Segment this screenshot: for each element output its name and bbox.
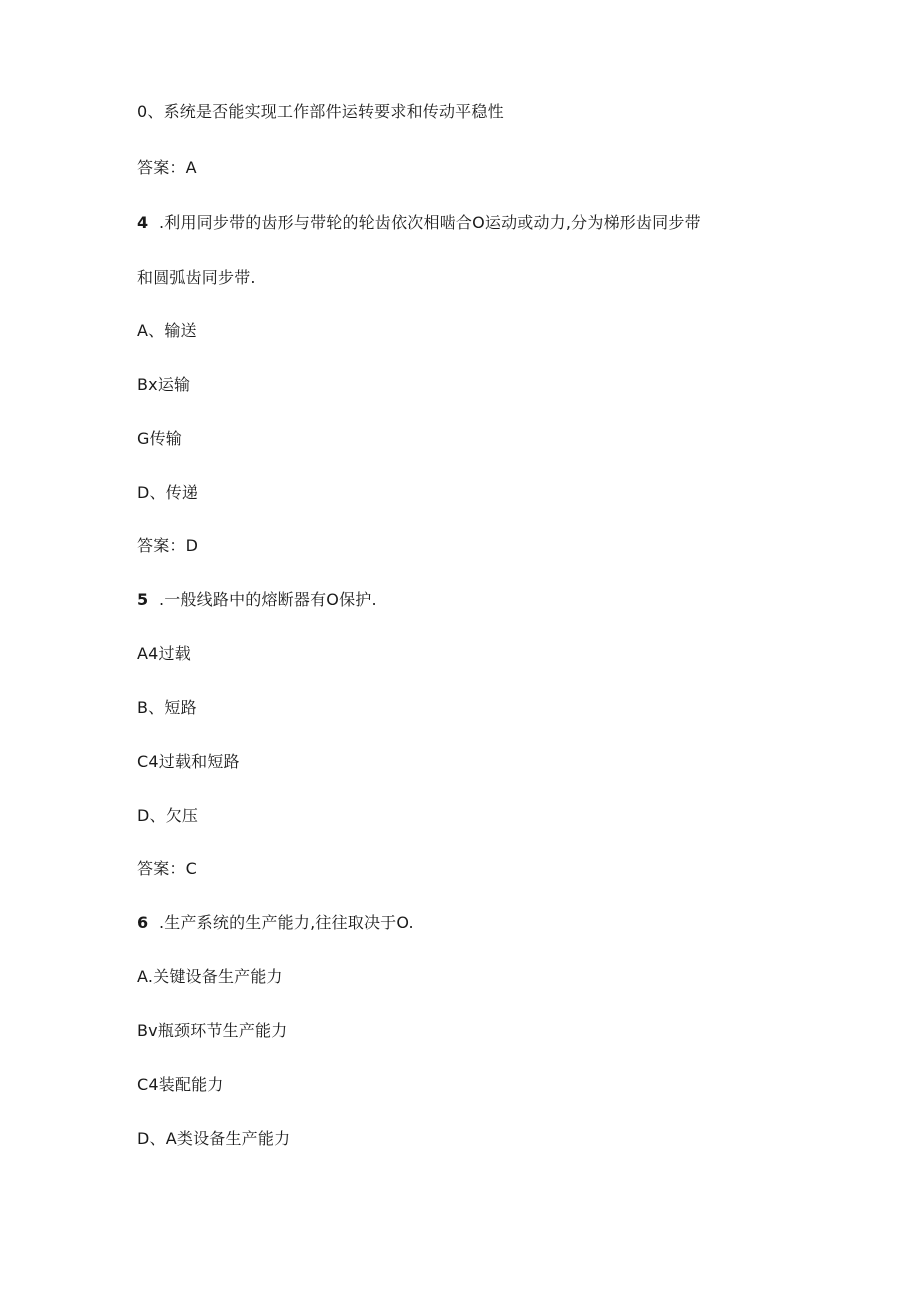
question-number: 5 xyxy=(137,590,149,609)
question-line xyxy=(137,212,701,234)
question-continuation: 和圆弧齿同步带. xyxy=(137,268,256,287)
question-line xyxy=(137,589,377,611)
question-text: .利用同步带的齿形与带轮的轮齿依次相啮合O运动或动力,分为梯形齿同步带 xyxy=(159,213,701,232)
option-line: A.关键设备生产能力 xyxy=(137,967,283,986)
question-text: .生产系统的生产能力,往往取决于O. xyxy=(159,913,414,932)
question-line xyxy=(137,912,414,934)
option-line: Bx运输 xyxy=(137,375,191,394)
option-line: C4过载和短路 xyxy=(137,752,240,771)
option-line: 0、系统是否能实现工作部件运转要求和传动平稳性 xyxy=(137,102,504,121)
option-line: A、输送 xyxy=(137,321,197,340)
option-line: D、欠压 xyxy=(137,806,199,825)
question-number: 6 xyxy=(137,913,149,932)
answer-line: 答案：C xyxy=(137,859,197,878)
question-text: .一般线路中的熔断器有O保护. xyxy=(159,590,377,609)
option-line: G传输 xyxy=(137,429,182,448)
option-line: Bv瓶颈环节生产能力 xyxy=(137,1021,288,1040)
option-line: D、A类设备生产能力 xyxy=(137,1129,291,1148)
option-line: D、传递 xyxy=(137,483,199,502)
option-line: B、短路 xyxy=(137,698,197,717)
option-line: C4装配能力 xyxy=(137,1075,224,1094)
option-line: A4过载 xyxy=(137,644,191,663)
answer-line: 答案：A xyxy=(137,158,197,177)
question-number: 4 xyxy=(137,213,149,232)
answer-line: 答案：D xyxy=(137,536,199,555)
